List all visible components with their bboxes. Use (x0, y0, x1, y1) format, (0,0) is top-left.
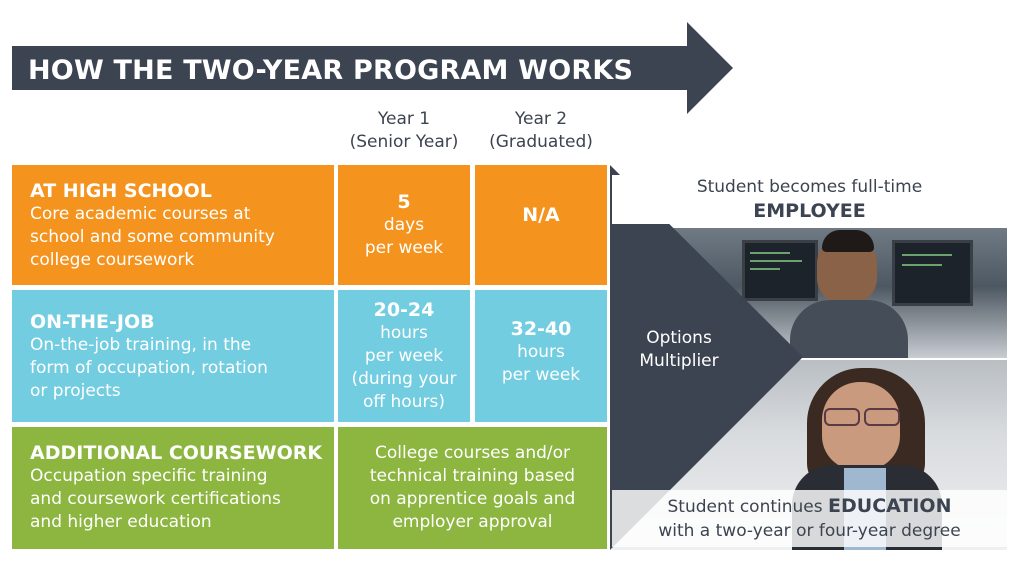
row-desc-line: and higher education (30, 512, 212, 532)
on-the-job-year1 (338, 290, 470, 422)
education-caption (612, 490, 1007, 547)
value-unit: hours (517, 341, 565, 362)
row-desc-line: Core academic courses at (30, 204, 251, 224)
row-desc-line: form of occupation, rotation (30, 358, 268, 378)
row-desc-line: or projects (30, 381, 121, 401)
value-number: 20-24 (373, 298, 435, 321)
column-header-year2 (475, 108, 607, 154)
value-number: 32-40 (510, 317, 572, 340)
employee-caption (612, 175, 1007, 224)
row-title: ON-THE-JOB (30, 311, 155, 333)
value-note: off hours) (363, 391, 445, 412)
value-number: N/A (522, 203, 560, 226)
education-line2: with a two-year or four-year degree (658, 521, 961, 541)
options-multiplier-label (624, 327, 734, 373)
year2-sublabel: (Graduated) (489, 132, 593, 152)
value-number: 5 (397, 190, 411, 213)
row-desc-line: school and some community (30, 227, 275, 247)
row-desc-line: college coursework (30, 250, 195, 270)
row-title: ADDITIONAL COURSEWORK (30, 442, 323, 464)
row-desc-line: Occupation specific training (30, 466, 268, 486)
education-pre: Student continues (667, 497, 829, 517)
options-line: Multiplier (639, 351, 719, 371)
value-unit: per week (364, 237, 444, 258)
education-bold: EDUCATION (828, 495, 952, 517)
year1-sublabel: (Senior Year) (349, 132, 459, 152)
row-desc-line: On-the-job training, in the (30, 335, 252, 355)
year1-label: Year 1 (377, 109, 431, 129)
combined-line: employer approval (392, 512, 553, 532)
value-unit: per week (364, 345, 444, 366)
row-desc-line: and coursework certifications (30, 489, 281, 509)
row-title: AT HIGH SCHOOL (30, 180, 212, 202)
value-unit: days (383, 214, 425, 235)
page-title: HOW THE TWO-YEAR PROGRAM WORKS (28, 55, 634, 86)
combined-line: on apprentice goals and (369, 489, 576, 509)
row-high-school (12, 165, 334, 285)
employee-bold: EMPLOYEE (753, 200, 866, 222)
employee-line: Student becomes full-time (696, 177, 923, 197)
value-unit: hours (380, 322, 428, 343)
high-school-year2 (475, 165, 607, 285)
high-school-year1 (338, 165, 470, 285)
value-note: (during your (351, 368, 457, 389)
column-header-year1 (338, 108, 470, 154)
row-additional-coursework (12, 427, 334, 549)
combined-line: College courses and/or (374, 443, 571, 463)
options-line: Options (646, 328, 712, 348)
year2-label: Year 2 (514, 109, 568, 129)
additional-coursework-combined (338, 427, 607, 549)
combined-line: technical training based (369, 466, 576, 486)
value-unit: per week (501, 364, 581, 385)
on-the-job-year2 (475, 290, 607, 422)
row-on-the-job (12, 290, 334, 422)
